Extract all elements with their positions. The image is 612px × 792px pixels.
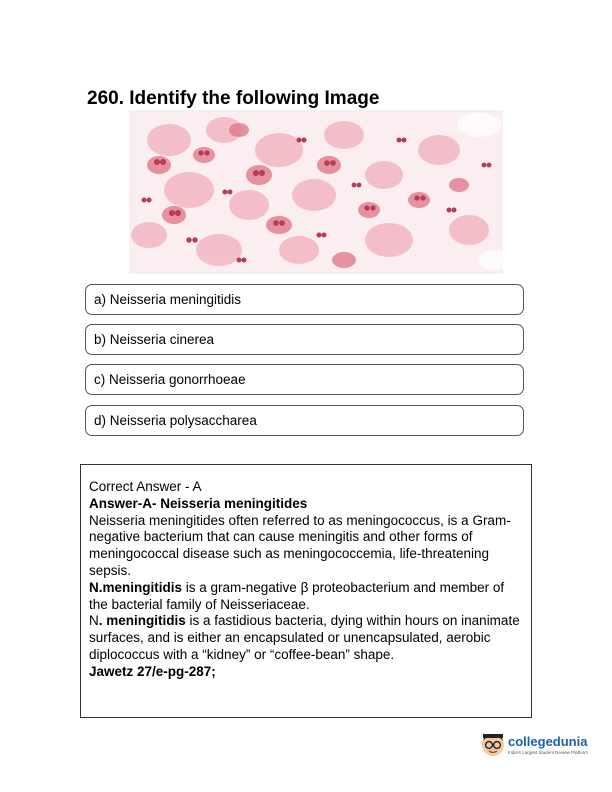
logo-tagline: India's Largest Student Review Platform <box>508 750 588 755</box>
option-b[interactable]: b) Neisseria cinerea <box>85 324 524 355</box>
answer-paragraph-3 <box>89 613 523 663</box>
option-d[interactable]: d) Neisseria polysaccharea <box>85 405 524 436</box>
option-c[interactable]: c) Neisseria gonorrhoeae <box>85 364 524 395</box>
answer-text: N <box>89 613 99 629</box>
answer-term: . meningitidis <box>98 613 186 629</box>
correct-answer: Correct Answer - A <box>89 479 202 494</box>
answer-text: is a fastidious bacteria, dying within hours on inanimate surfaces, and is either an encapsulated or unencapsulated, aerobic diplococcus with a “kidney” or “coffee-bean” shape. <box>89 613 520 662</box>
collegedunia-logo <box>480 731 590 761</box>
mascot-icon <box>480 731 506 759</box>
answer-paragraph-2 <box>89 580 523 614</box>
micrograph-image <box>129 110 503 274</box>
option-a[interactable]: a) Neisseria meningitidis <box>85 284 524 315</box>
logo-name: collegedunia <box>508 734 588 749</box>
answer-term: N.meningitidis <box>89 579 183 595</box>
answer-heading: Answer-A- Neisseria meningitides <box>89 495 308 511</box>
answer-box <box>80 464 532 718</box>
question-title: 260. Identify the following Image <box>87 88 380 109</box>
answer-reference: Jawetz 27/e-pg-287; <box>89 663 216 679</box>
answer-paragraph-1: Neisseria meningitides often referred to as meningococcus, is a Gram-negative bacterium that can cause meningitis and other forms of meningococcal disease such as meningococcemia, life-threatening sepsis. <box>89 512 511 578</box>
answer-text: is a gram-negative β proteobacterium and member of the bacterial family of Neisseriaceae. <box>89 579 505 612</box>
